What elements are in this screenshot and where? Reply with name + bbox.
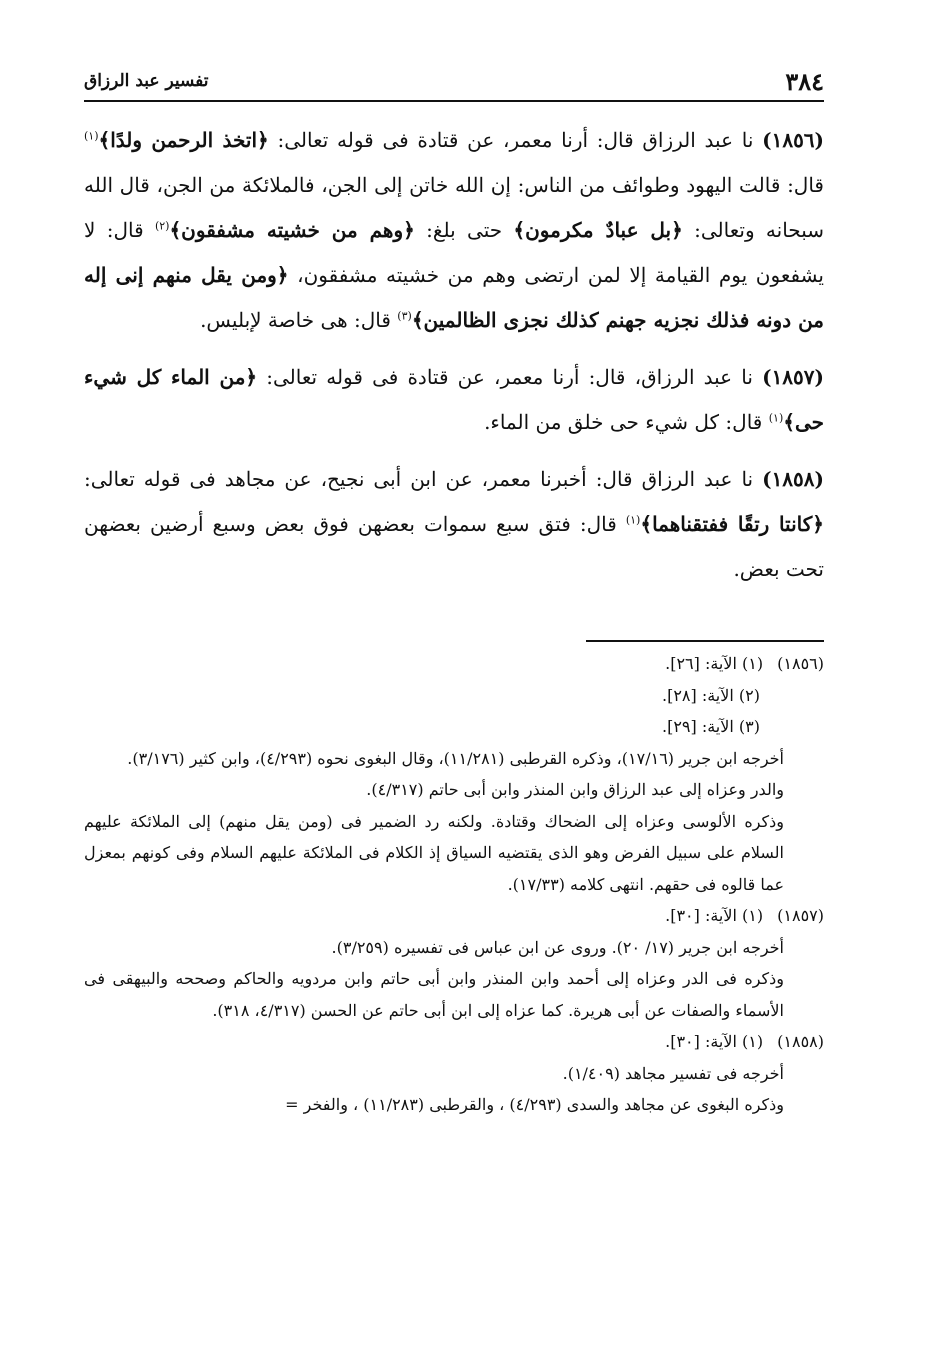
- hadith-text: نا عبد الرزاق قال: أخبرنا معمر، عن ابن أبى نجيح، عن مجاهد فى قوله تعالى:: [84, 467, 754, 491]
- hadith-text: نا عبد الرزاق، قال: أرنا معمر، عن قتادة فى قوله تعالى:: [257, 365, 753, 389]
- quran-quote: ﴿اتخذ الرحمن ولدًا﴾: [98, 128, 269, 152]
- hadith-text: قال: فتق سبع سموات بعضهن فوق بعض وسبع أرضين بعضهن تحت بعض.: [84, 512, 824, 581]
- footnote-marker: (٢): [154, 219, 170, 233]
- footnote-text: وذكره فى الدر وعزاه إلى أحمد وابن المنذر وابن أبى حاتم وابن مردويه والحاكم وصححه والبيهقى فى الأسماء والصفات عن أبى هريرة. كما عزاه إلى ابن أبى حاتم عن الحسن (٤/٣١٧، ٣١٨).: [84, 969, 784, 1020]
- footnote-marker: (١): [625, 513, 641, 527]
- footnote-verse-ref: (١) الآية: [٢٦].: [665, 654, 764, 673]
- footnote-marker: (١): [768, 411, 784, 425]
- hadith-text: قال: هى خاصة لإبليس.: [200, 308, 398, 332]
- running-title: تفسير عبد الرزاق: [84, 71, 209, 91]
- footnote-text: وذكره الألوسى وعزاه إلى الضحاك وقتادة. ولكنه رد الضمير فى (ومن يقل منهم) إلى الملائكة عليهم السلام على سبيل الفرض وهو الذى يقتضيه السياق إذ الكلام فى الملائكة عليهم السلام وفى كونهم بمعزل عما قالوه فى حقهم. انتهى كلامه (١٧/٣٣).: [84, 811, 784, 894]
- footnote-text: وذكره البغوى عن مجاهد والسدى (٤/٢٩٣) ، والقرطبى (١١/٢٨٣) ، والفخر =: [285, 1095, 784, 1114]
- hadith-text: قال: كل شيء حى خلق من الماء.: [484, 410, 769, 434]
- quran-quote: ﴿من الماء كل شيء حى﴾: [84, 365, 824, 434]
- footnote-group-head: [84, 1026, 824, 1058]
- footnote-verse-ref: (١) الآية: [٣٠].: [665, 906, 764, 925]
- footnote-text: والدر وعزاه إلى عبد الرزاق وابن المنذر وابن أبى حاتم (٤/٣١٧).: [366, 780, 784, 799]
- hadith-number: (١٨٥٦): [762, 128, 825, 152]
- quran-quote: ﴿كانتا رتقًا ففتقناهما﴾: [640, 512, 824, 536]
- hadith-paragraph: [84, 355, 824, 445]
- hadith-number: (١٨٥٨): [762, 467, 824, 491]
- hadith-paragraph: [84, 457, 824, 592]
- footnote-text: أخرجه ابن جرير (١٧/١٦)، وذكره القرطبى (١١/٢٨١)، وقال البغوى نحوه (٤/٢٩٣)، وابن كثير (٣/١٧٦).: [127, 748, 784, 768]
- quran-quote: ﴿بل عبادٌ مكرمون﴾: [513, 218, 683, 242]
- footnote-separator: [586, 640, 824, 642]
- hadith-text: قال: لا يشفعون يوم القيامة إلا لمن ارتضى وهم من خشيته مشفقون،: [84, 218, 824, 287]
- hadith-text: نا عبد الرزاق قال: أرنا معمر، عن قتادة فى قوله تعالى:: [268, 128, 754, 152]
- footnote-verse-ref: (٢) الآية: [٢٨].: [661, 685, 760, 705]
- footnotes: [84, 648, 824, 1121]
- hadith-text: قال: قالت اليهود وطوائف من الناس: إن الله خاتن إلى الجن، فالملائكة من الجن، قال الله سبحانه وتعالى:: [84, 173, 824, 242]
- main-text: [84, 118, 824, 604]
- hadith-text: حتى بلغ:: [414, 218, 514, 242]
- footnote-group-head: [84, 648, 824, 680]
- footnote-hadith-ref: (١٨٥٧): [777, 906, 824, 925]
- footnote-verse-ref: (٣) الآية: [٢٩].: [661, 717, 760, 736]
- footnote-text: أخرجه ابن جرير (١٧/ ٢٠). وروى عن ابن عباس فى تفسيره (٣/٢٥٩).: [331, 937, 784, 957]
- quran-quote: ﴿ومن يقل منهم إنى إله من دونه فذلك نجزيه جهنم كذلك نجزى الظالمين﴾: [84, 263, 824, 332]
- footnote-hadith-ref: (١٨٥٦): [777, 654, 824, 673]
- hadith-number: (١٨٥٧): [762, 365, 824, 389]
- page-number: ٣٨٤: [785, 66, 824, 96]
- footnote-marker: (١): [84, 129, 99, 143]
- footnote-verse-ref: (١) الآية: [٣٠].: [665, 1032, 764, 1051]
- footnote-group-head: [84, 900, 824, 932]
- page-header: [84, 62, 824, 102]
- footnote-hadith-ref: (١٨٥٨): [777, 1032, 824, 1051]
- footnote-text: أخرجه فى تفسير مجاهد (١/٤٠٩).: [562, 1063, 784, 1083]
- hadith-paragraph: [84, 118, 824, 343]
- quran-quote: ﴿وهم من خشيته مشفقون﴾: [169, 218, 415, 242]
- footnote-marker: (٣): [397, 309, 412, 323]
